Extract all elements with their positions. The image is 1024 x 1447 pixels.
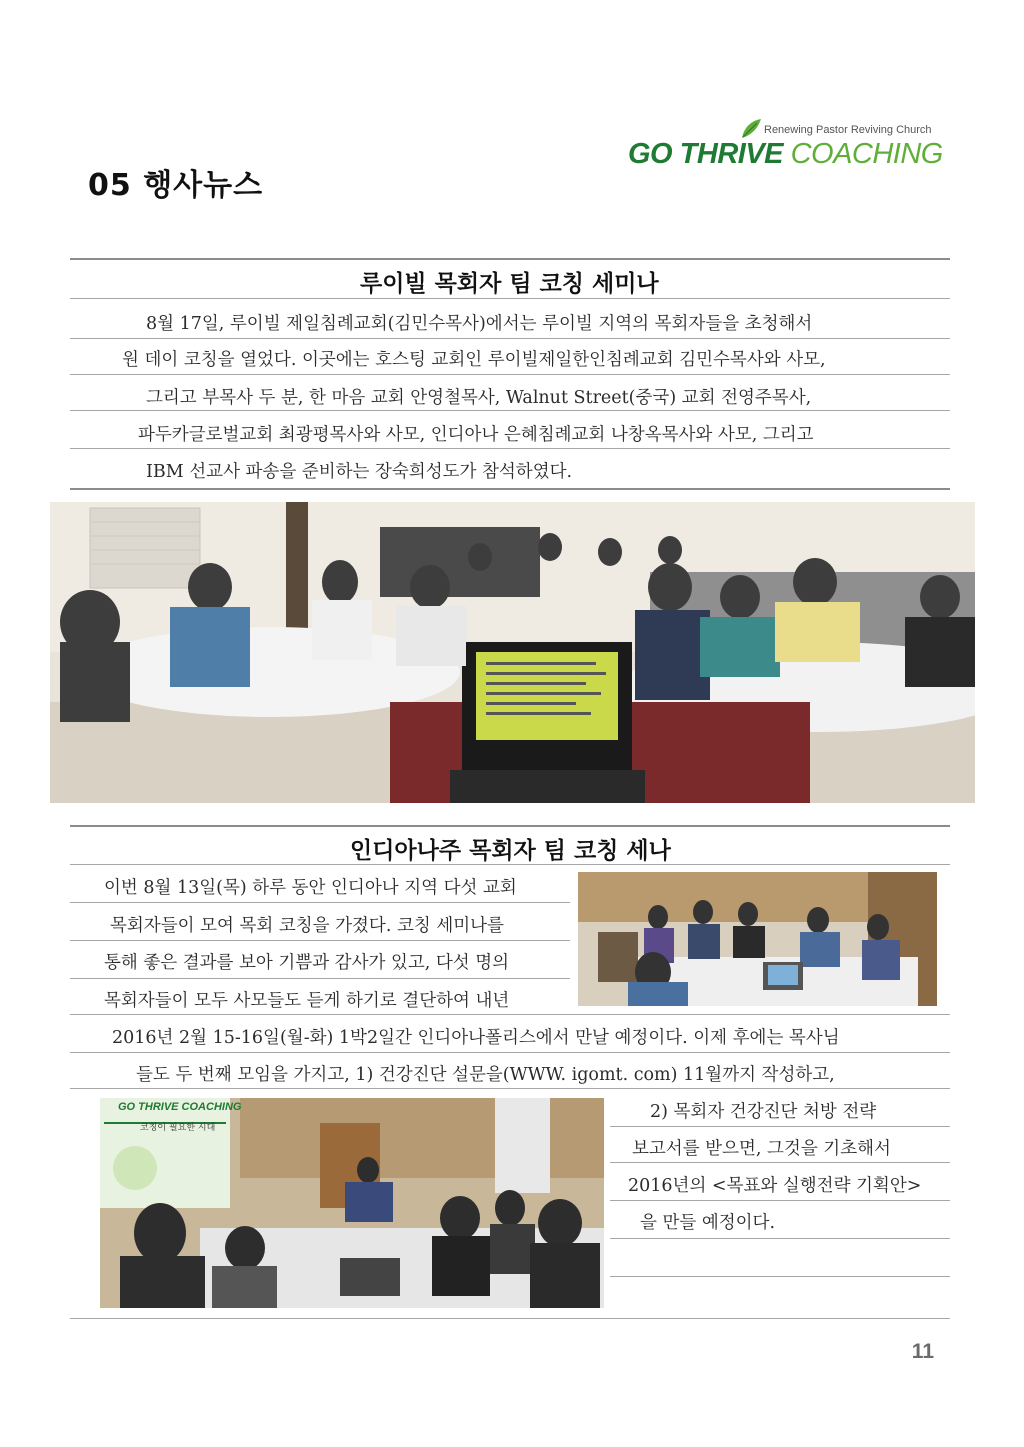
article2-line: 2016년 2월 15-16일(월-화) 1박2일간 인디아나폴리스에서 만날 예정이다. 이제 후에는 목사님 <box>112 1028 840 1048</box>
ruled-line <box>610 1162 950 1163</box>
page-number: 11 <box>911 1340 934 1363</box>
article1-line: 파두카글로벌교회 최광평목사와 사모, 인디아나 은혜침례교회 나창옥목사와 사모, 그리고 <box>138 425 814 445</box>
ruled-line <box>610 1238 950 1239</box>
article1-line: 원 데이 코칭을 열었다. 이곳에는 호스팅 교회인 루이빌제일한인침례교회 김민수목사와 사모, <box>122 350 826 370</box>
ruled-line <box>610 1276 950 1277</box>
ruled-line <box>70 940 570 941</box>
logo-wordmark <box>628 138 943 171</box>
go-thrive-coaching-logo <box>628 118 948 178</box>
ruled-line <box>70 1014 950 1015</box>
ruled-line <box>610 1200 950 1201</box>
ruled-line <box>70 978 570 979</box>
slide-text: 코칭이 필요한 시대 <box>140 1123 216 1133</box>
ruled-line <box>70 1318 950 1319</box>
article1-title: 루이빌 목회자 팀 코칭 세미나 <box>360 271 659 297</box>
ruled-line <box>70 902 570 903</box>
article2-line: 목회자들이 모두 사모들도 듣게 하기로 결단하여 내년 <box>104 991 510 1011</box>
article2-line: 들도 두 번째 모임을 가지고, 1) 건강진단 설문을(WWW. igomt. com) 11월까지 작성하고, <box>136 1065 835 1085</box>
logo-word-go-thrive: GO THRIVE <box>628 138 784 170</box>
ruled-line <box>70 410 950 411</box>
article2-line: 통해 좋은 결과를 보아 기쁨과 감사가 있고, 다섯 명의 <box>104 953 510 973</box>
ruled-line <box>70 298 950 299</box>
ruled-line <box>70 374 950 375</box>
article1-line: 8월 17일, 루이빌 제일침례교회(김민수목사)에서는 루이빌 지역의 목회자들을 초청해서 <box>146 314 813 334</box>
seminar-photo-louisville <box>50 502 975 803</box>
logo-word-coaching: COACHING <box>790 138 943 170</box>
article2-title: 인디아나주 목회자 팀 코칭 세나 <box>350 838 671 864</box>
seminar-photo-indiana <box>578 872 937 1006</box>
leaf-icon <box>740 118 762 140</box>
ruled-line <box>610 1126 950 1127</box>
seminar-photo-presentation <box>100 1098 604 1308</box>
ruled-line <box>70 258 950 260</box>
ruled-line <box>70 1052 950 1053</box>
article2-line: 을 만들 예정이다. <box>640 1213 776 1233</box>
ruled-line <box>70 448 950 449</box>
article1-line: 그리고 부목사 두 분, 한 마음 교회 안영철목사, Walnut Street(중국) 교회 전영주목사, <box>146 388 812 408</box>
ruled-line <box>70 1088 950 1089</box>
article2-line: 보고서를 받으면, 그것을 기초해서 <box>632 1139 891 1159</box>
article2-line: 2016년의 <목표와 실행전략 기획안> <box>628 1176 922 1196</box>
article2-line: 목회자들이 모여 목회 코칭을 가졌다. 코칭 세미나를 <box>110 916 504 936</box>
ruled-line <box>70 488 950 490</box>
ruled-line <box>70 825 950 827</box>
slide-title: GO THRIVE COACHING <box>118 1101 242 1113</box>
article2-line: 이번 8월 13일(목) 하루 동안 인디아나 지역 다섯 교회 <box>104 878 517 898</box>
article2-line: 2) 목회자 건강진단 처방 전략 <box>650 1102 877 1122</box>
ruled-line <box>70 338 950 339</box>
article1-line: IBM 선교사 파송을 준비하는 장숙희성도가 참석하였다. <box>146 462 573 482</box>
section-title: 05 행사뉴스 <box>88 168 264 203</box>
logo-tagline: Renewing Pastor Reviving Church <box>764 124 932 136</box>
